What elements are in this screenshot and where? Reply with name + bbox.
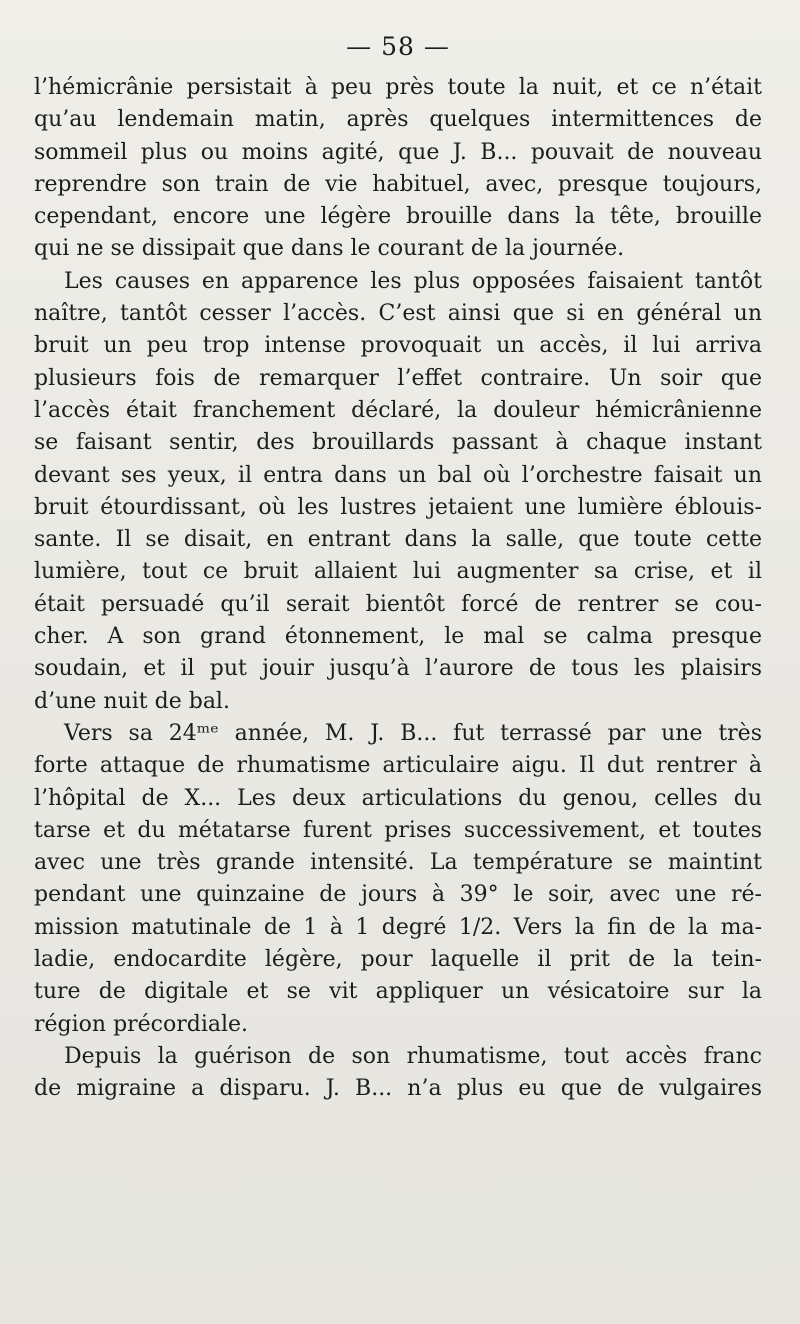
text-line: Les causes en apparence les plus opposées faisaient tantôt: [64, 268, 762, 294]
text-line: mission matutinale de 1 à 1 degré 1/2. Vers la fin de la ma-: [34, 914, 762, 940]
text-line: d’une nuit de bal.: [34, 688, 230, 714]
text-line: Depuis la guérison de son rhumatisme, tout accès franc: [64, 1043, 762, 1069]
page-text: [34, 72, 762, 1106]
text-line: soudain, et il put jouir jusqu’à l’aurore de tous les plaisirs: [34, 656, 762, 682]
text-line: devant ses yeux, il entra dans un bal où l’orchestre faisait un: [34, 462, 762, 488]
text-line: ladie, endocardite légère, pour laquelle il prit de la tein-: [34, 947, 762, 973]
text-line: forte attaque de rhumatisme articulaire aigu. Il dut rentrer à: [34, 753, 762, 779]
text-line: Vers sa 24ᵐᵉ année, M. J. B... fut terrassé par une très: [64, 720, 762, 746]
text-line: reprendre son train de vie habituel, avec, presque toujours,: [34, 171, 762, 197]
text-line: ture de digitale et se vit appliquer un vésicatoire sur la: [34, 979, 762, 1005]
text-line: sante. Il se disait, en entrant dans la salle, que toute cette: [34, 527, 762, 553]
text-line: de migraine a disparu. J. B... n’a plus eu que de vulgaires: [34, 1076, 762, 1102]
text-line: avec une très grande intensité. La température se maintint: [34, 850, 762, 876]
text-line: région précordiale.: [34, 1011, 249, 1037]
text-line: bruit un peu trop intense provoquait un accès, il lui arriva: [34, 333, 762, 359]
text-line: l’accès était franchement déclaré, la douleur hémicrânienne: [34, 397, 762, 423]
text-line: pendant une quinzaine de jours à 39° le soir, avec une ré-: [34, 882, 762, 908]
text-line: qu’au lendemain matin, après quelques intermittences de: [34, 107, 762, 133]
text-line: cher. A son grand étonnement, le mal se calma presque: [34, 624, 762, 650]
text-line: cependant, encore une légère brouille dans la tête, brouille: [34, 204, 762, 230]
text-line: l’hémicrânie persistait à peu près toute la nuit, et ce n’était: [34, 75, 762, 100]
text-line: sommeil plus ou moins agité, que J. B... pouvait de nouveau: [34, 139, 762, 165]
text-line: était persuadé qu’il serait bientôt forcé de rentrer se cou-: [34, 591, 762, 617]
text-line: bruit étourdissant, où les lustres jetaient une lumière éblouis-: [34, 494, 762, 520]
text-line: naître, tantôt cesser l’accès. C’est ainsi que si en général un: [34, 301, 762, 327]
text-line: plusieurs fois de remarquer l’effet contraire. Un soir que: [34, 365, 762, 391]
text-line: l’hôpital de X... Les deux articulations du genou, celles du: [34, 785, 762, 811]
text-line: qui ne se dissipait que dans le courant de la journée.: [34, 236, 625, 262]
text-line: tarse et du métatarse furent prises successivement, et toutes: [34, 817, 762, 843]
page-number: — 58 —: [346, 32, 450, 61]
text-line: se faisant sentir, des brouillards passant à chaque instant: [34, 430, 762, 456]
text-line: lumière, tout ce bruit allaient lui augmenter sa crise, et il: [34, 559, 762, 585]
